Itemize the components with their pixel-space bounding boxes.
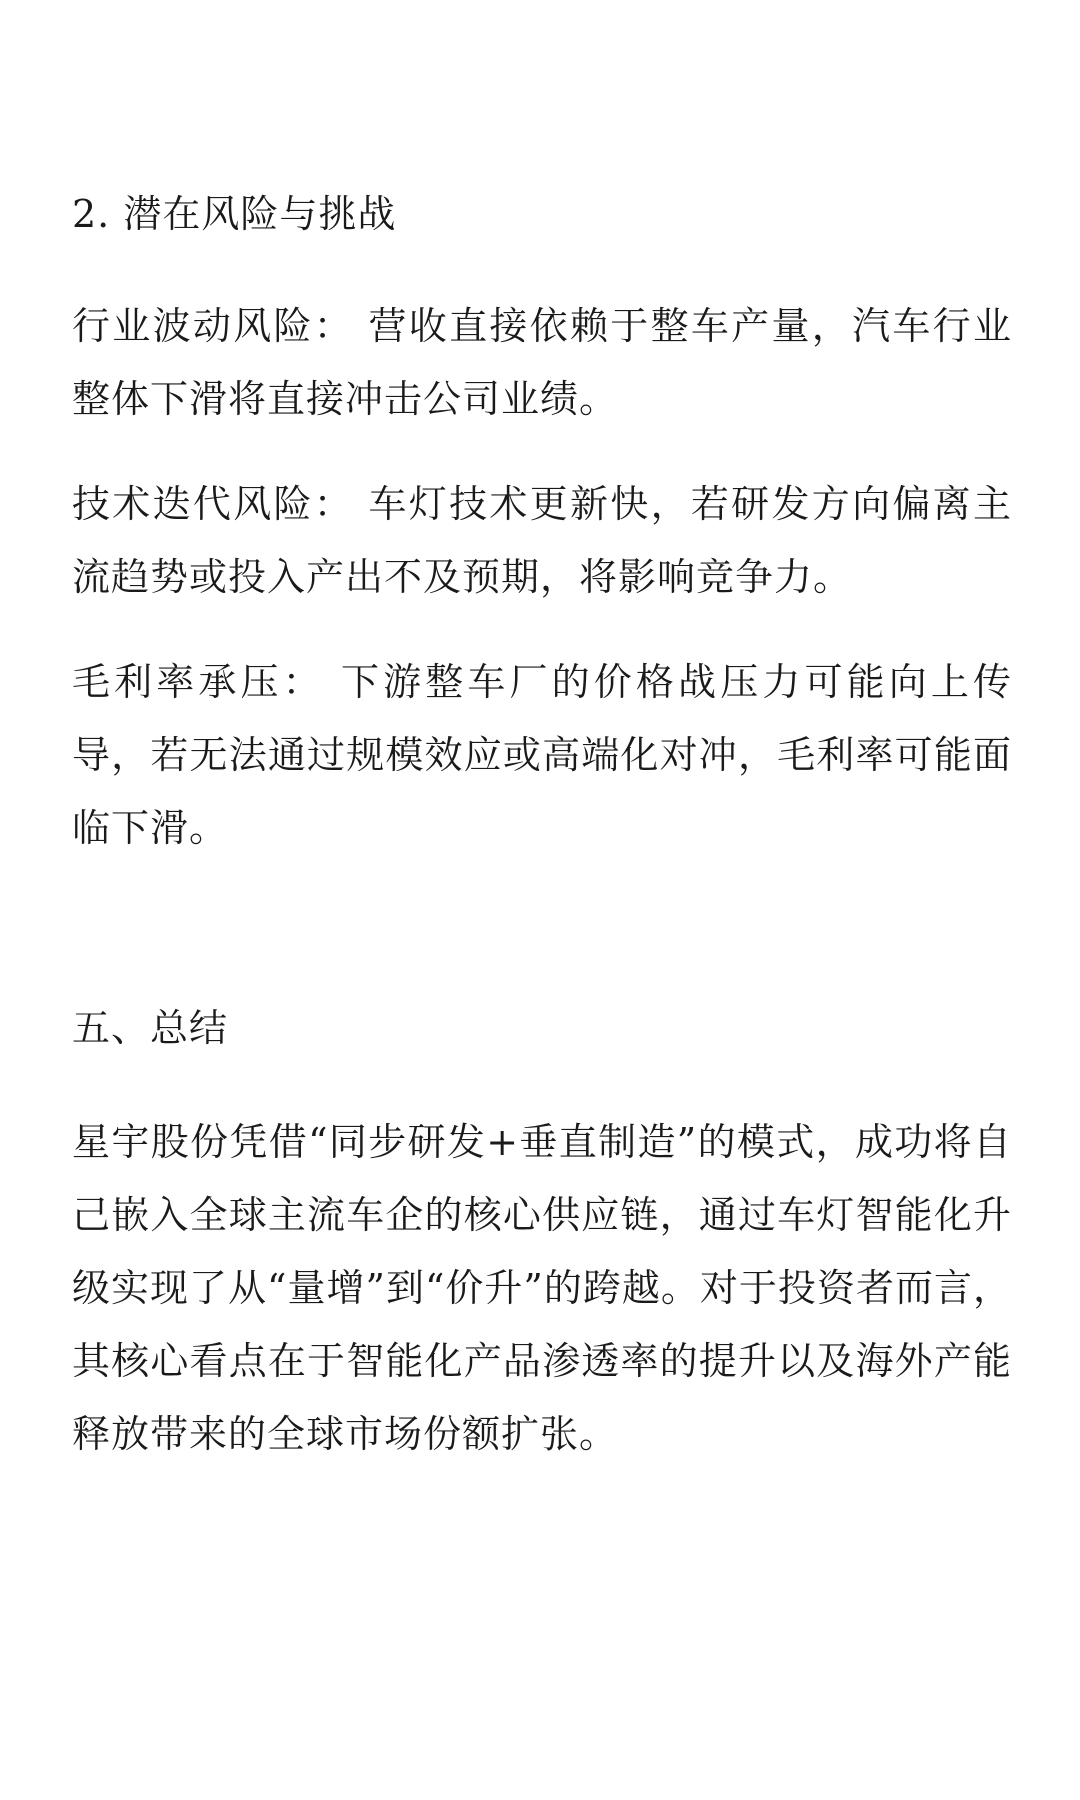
risks-heading: 2. 潜在风险与挑战 [72,192,397,236]
risk-industry-paragraph: 行业波动风险： 营收直接依赖于整车产量，汽车行业整体下滑将直接冲击公司业绩。 [72,304,1012,421]
summary-paragraph: 星宇股份凭借“同步研发+垂直制造”的模式，成功将自己嵌入全球主流车企的核心供应链，通过车灯智能化升级实现了从“量增”到“价升”的跨越。对于投资者而言，其核心看点在于智能化产品渗透率的提升以及海外产能释放带来的全球市场份额扩张。 [72,1120,1012,1456]
risks-section [72,186,1012,897]
summary-heading: 五、总结 [72,1006,229,1050]
risk-margin-paragraph: 毛利率承压： 下游整车厂的价格战压力可能向上传导，若无法通过规模效应或高端化对冲，毛利率可能面临下滑。 [72,660,1012,850]
risk-technology-paragraph: 技术迭代风险： 车灯技术更新快，若研发方向偏离主流趋势或投入产出不及预期，将影响竞争力。 [72,482,1012,599]
summary-section [72,1000,1012,1471]
